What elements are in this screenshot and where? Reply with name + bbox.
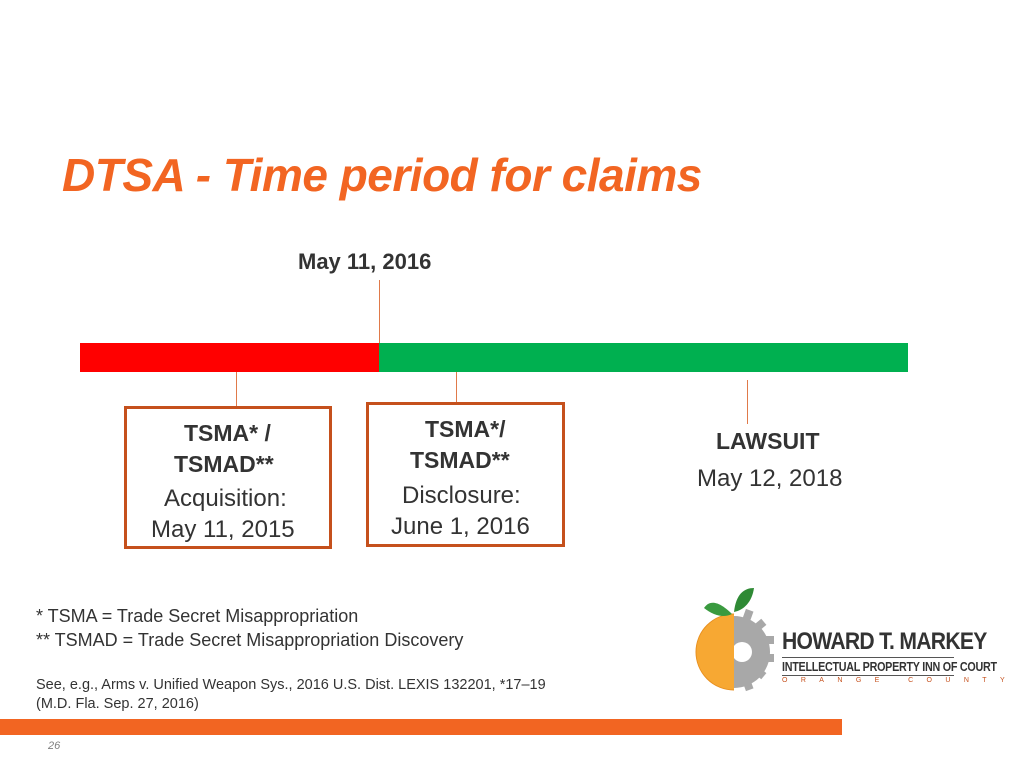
lawsuit-label: LAWSUIT: [716, 428, 820, 454]
pivot-tick: [379, 280, 380, 343]
page-number: 26: [48, 740, 61, 752]
logo-region: ORANGE COUNTY: [782, 677, 1019, 684]
timeline-bar-before: [80, 343, 379, 372]
logo-name: HOWARD T. MARKEY: [782, 628, 987, 655]
acquisition-detail-line-1: Acquisition:: [164, 485, 287, 512]
logo-rule-top: [782, 657, 954, 658]
logo-subtitle: INTELLECTUAL PROPERTY INN OF COURT: [782, 660, 997, 674]
footer-accent-strip: [0, 719, 842, 735]
footnote-tsmad: ** TSMAD = Trade Secret Misappropriation Discovery: [36, 630, 464, 650]
lawsuit-tick: [747, 380, 748, 424]
disclosure-heading-line-2: TSMAD**: [410, 447, 510, 473]
acquisition-heading-line-1: TSMA* /: [184, 420, 271, 446]
citation-line-1: See, e.g., Arms v. Unified Weapon Sys., 2016 U.S. Dist. LEXIS 132201, *17–19: [36, 677, 546, 693]
footnote-tsma: * TSMA = Trade Secret Misappropriation: [36, 606, 359, 626]
acquisition-detail-line-2: May 11, 2015: [151, 516, 295, 543]
logo-rule-bottom: [782, 675, 954, 676]
acquisition-heading-line-2: TSMAD**: [174, 451, 274, 477]
pivot-date-label: May 11, 2016: [298, 249, 432, 274]
slide-title: DTSA - Time period for claims: [62, 149, 702, 201]
citation-line-2: (M.D. Fla. Sep. 27, 2016): [36, 696, 199, 712]
disclosure-detail-line-2: June 1, 2016: [391, 513, 530, 540]
lawsuit-date: May 12, 2018: [697, 465, 843, 492]
disclosure-heading-line-1: TSMA*/: [425, 416, 506, 442]
disclosure-tick: [456, 372, 457, 404]
timeline-bar-after: [379, 343, 908, 372]
disclosure-detail-line-1: Disclosure:: [402, 482, 521, 509]
acquisition-tick: [236, 372, 237, 408]
